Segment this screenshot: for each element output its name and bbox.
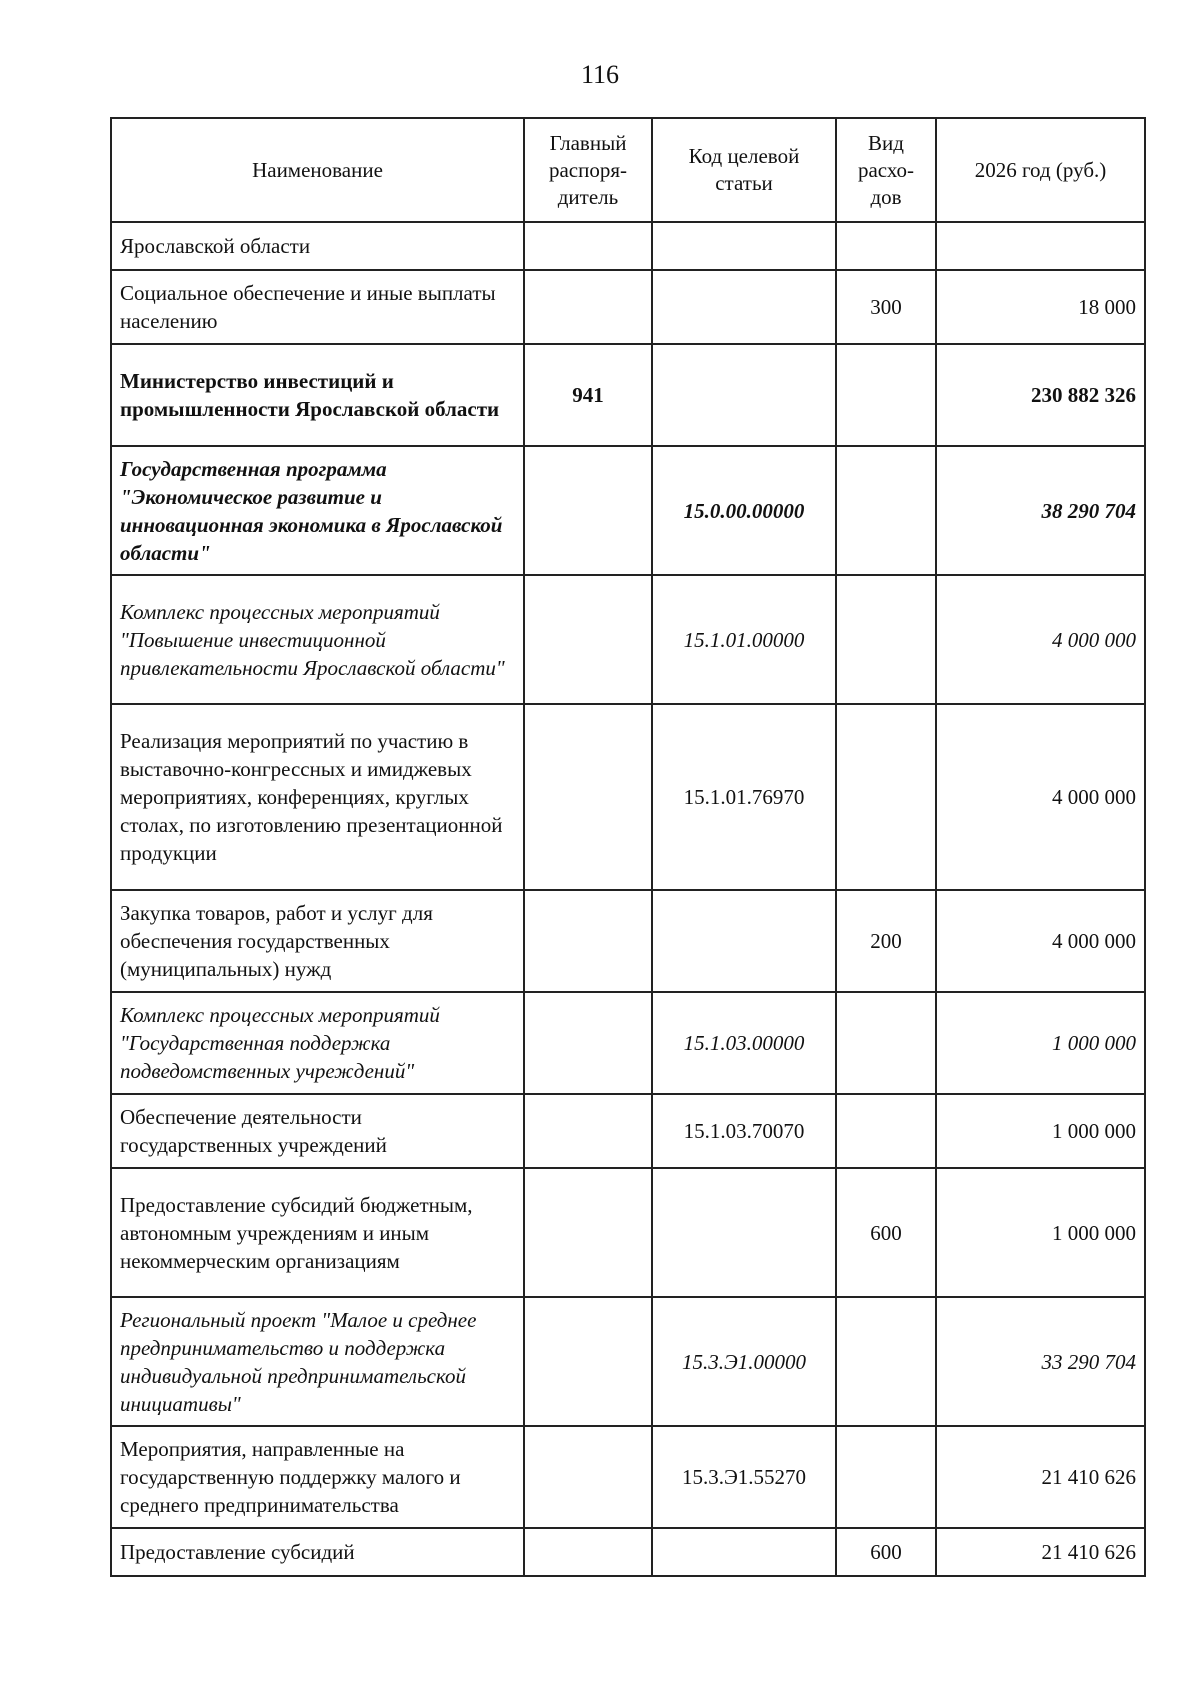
row-type — [836, 446, 936, 575]
row-amount: 38 290 704 — [936, 446, 1145, 575]
row-amount: 230 882 326 — [936, 344, 1145, 446]
table-row — [111, 575, 1145, 704]
row-manager — [524, 1528, 652, 1576]
row-amount: 4 000 000 — [936, 890, 1145, 992]
row-manager — [524, 222, 652, 270]
row-amount: 21 410 626 — [936, 1426, 1145, 1528]
row-amount: 4 000 000 — [936, 575, 1145, 704]
table-row — [111, 446, 1145, 575]
table-row — [111, 1168, 1145, 1297]
table-row — [111, 1297, 1145, 1426]
row-type: 300 — [836, 270, 936, 344]
row-name: Региональный проект "Малое и среднее предпринимательство и поддержка индивидуальной предпринимательской инициативы" — [111, 1297, 524, 1426]
table-row — [111, 1528, 1145, 1576]
row-amount: 18 000 — [936, 270, 1145, 344]
row-amount: 21 410 626 — [936, 1528, 1145, 1576]
row-manager — [524, 575, 652, 704]
row-name: Мероприятия, направленные на государственную поддержку малого и среднего предпринимательства — [111, 1426, 524, 1528]
row-type — [836, 1297, 936, 1426]
row-code: 15.1.03.70070 — [652, 1094, 836, 1168]
row-code: 15.0.00.00000 — [652, 446, 836, 575]
row-type — [836, 1094, 936, 1168]
row-manager — [524, 270, 652, 344]
row-manager — [524, 992, 652, 1094]
row-code — [652, 222, 836, 270]
row-manager — [524, 1426, 652, 1528]
row-manager: 941 — [524, 344, 652, 446]
row-manager — [524, 446, 652, 575]
table-row — [111, 1094, 1145, 1168]
row-code: 15.1.03.00000 — [652, 992, 836, 1094]
row-code — [652, 1168, 836, 1297]
row-type — [836, 222, 936, 270]
row-code: 15.3.Э1.00000 — [652, 1297, 836, 1426]
row-name: Обеспечение деятельности государственных учреждений — [111, 1094, 524, 1168]
table-row — [111, 1426, 1145, 1528]
row-amount: 4 000 000 — [936, 704, 1145, 890]
row-manager — [524, 890, 652, 992]
header-type: Вид расхо-дов — [836, 118, 936, 222]
row-manager — [524, 1297, 652, 1426]
row-code: 15.1.01.76970 — [652, 704, 836, 890]
row-amount — [936, 222, 1145, 270]
row-amount: 33 290 704 — [936, 1297, 1145, 1426]
row-name: Социальное обеспечение и иные выплаты населению — [111, 270, 524, 344]
row-type — [836, 704, 936, 890]
table-row — [111, 222, 1145, 270]
row-name: Министерство инвестиций и промышленности Ярославской области — [111, 344, 524, 446]
row-name: Реализация мероприятий по участию в выставочно-конгрессных и имиджевых мероприятиях, конференциях, круглых столах, по изготовлению презентационной продукции — [111, 704, 524, 890]
row-type: 600 — [836, 1168, 936, 1297]
row-code — [652, 890, 836, 992]
table-row — [111, 704, 1145, 890]
row-amount: 1 000 000 — [936, 992, 1145, 1094]
row-type — [836, 992, 936, 1094]
row-name: Государственная программа "Экономическое развитие и инновационная экономика в Ярославской области" — [111, 446, 524, 575]
row-name: Ярославской области — [111, 222, 524, 270]
row-type — [836, 575, 936, 704]
row-type: 200 — [836, 890, 936, 992]
row-code — [652, 270, 836, 344]
row-amount: 1 000 000 — [936, 1168, 1145, 1297]
header-name: Наименование — [111, 118, 524, 222]
row-manager — [524, 1168, 652, 1297]
row-code — [652, 344, 836, 446]
header-amount: 2026 год (руб.) — [936, 118, 1145, 222]
row-name: Комплекс процессных мероприятий "Повышение инвестиционной привлекательности Ярославской области" — [111, 575, 524, 704]
row-code: 15.3.Э1.55270 — [652, 1426, 836, 1528]
row-code — [652, 1528, 836, 1576]
page-number: 116 — [580, 60, 620, 89]
row-type — [836, 1426, 936, 1528]
row-manager — [524, 704, 652, 890]
table-row — [111, 992, 1145, 1094]
table-row — [111, 344, 1145, 446]
header-code: Код целевой статьи — [652, 118, 836, 222]
table-header-row — [111, 118, 1145, 222]
table-row — [111, 890, 1145, 992]
row-code: 15.1.01.00000 — [652, 575, 836, 704]
row-name: Комплекс процессных мероприятий "Государственная поддержка подведомственных учреждений" — [111, 992, 524, 1094]
row-amount: 1 000 000 — [936, 1094, 1145, 1168]
row-type: 600 — [836, 1528, 936, 1576]
row-manager — [524, 1094, 652, 1168]
row-name: Закупка товаров, работ и услуг для обеспечения государственных (муниципальных) нужд — [111, 890, 524, 992]
row-name: Предоставление субсидий бюджетным, автономным учреждениям и иным некоммерческим организациям — [111, 1168, 524, 1297]
header-manager: Главный распоря-дитель — [524, 118, 652, 222]
table-row — [111, 270, 1145, 344]
budget-table — [110, 117, 1146, 1577]
row-type — [836, 344, 936, 446]
row-name: Предоставление субсидий — [111, 1528, 524, 1576]
